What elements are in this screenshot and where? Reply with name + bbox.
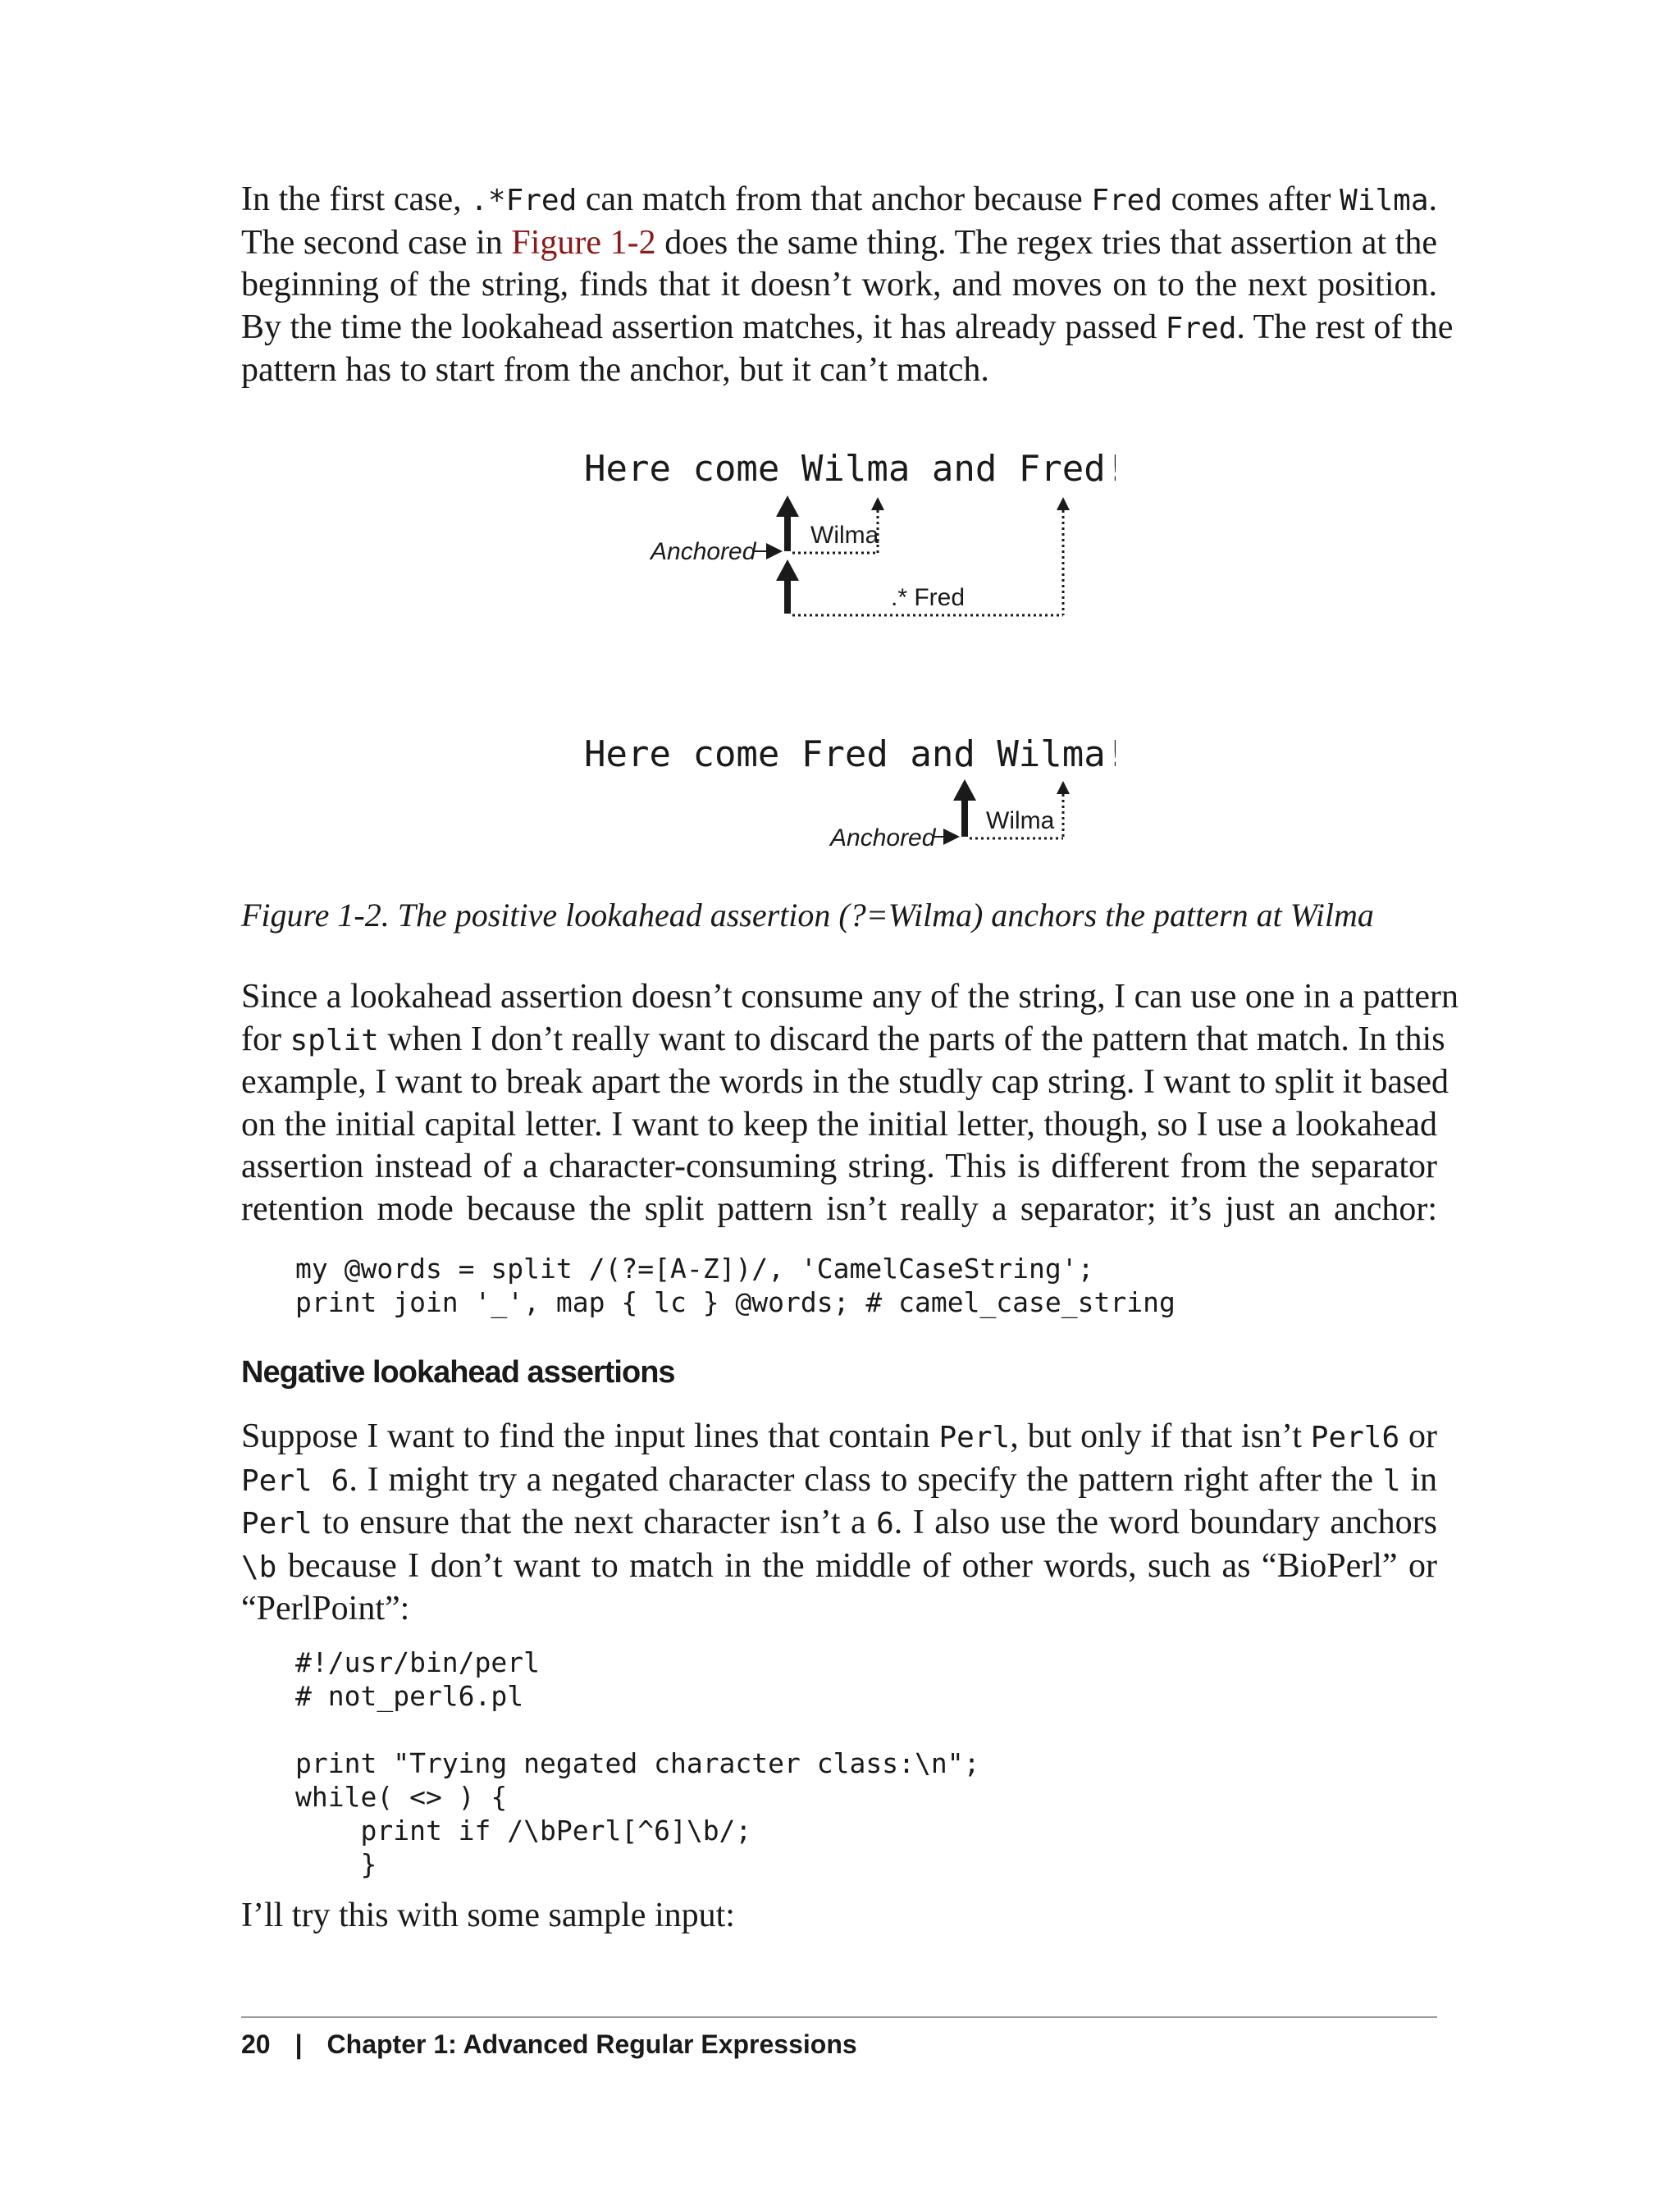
lookahead-figure: [574, 443, 1116, 861]
line: By the time the lookahead assertion matches, it has already passed Fred. The rest of the: [241, 308, 1454, 346]
code-block-split: my @words = split /(?=[A-Z])/, 'CamelCaseString'; print join '_', map { lc } @words; # camel_case_string: [295, 1253, 1176, 1318]
up-arrow-icon: [1057, 497, 1070, 615]
inline-code: Perl: [938, 1421, 1011, 1454]
example-string-1: Here come Wilma and Fred!: [584, 448, 1116, 490]
line: Suppose I want to find the input lines that contain Perl, but only if that isn’t Perl6 or: [241, 1418, 1437, 1455]
chapter-title: Chapter 1: Advanced Regular Expressions: [326, 2029, 857, 2059]
paragraph-2: [241, 976, 1459, 1230]
paragraph-4: [241, 1895, 1437, 1938]
line: assertion instead of a character-consuming string. This is different from the separator: [241, 1148, 1437, 1185]
line: I’ll try this with some sample input:: [241, 1897, 735, 1934]
line: beginning of the string, finds that it doesn’t work, and moves on to the next position.: [241, 266, 1437, 304]
anchor-arrow-icon: [776, 559, 799, 614]
inline-code: split: [290, 1023, 379, 1057]
inline-code: Perl: [241, 1507, 313, 1541]
inline-code: l: [1382, 1463, 1401, 1498]
inline-code: Wilma: [1340, 184, 1429, 217]
line: “PerlPoint”:: [241, 1590, 410, 1628]
anchored-label: Anchored: [651, 538, 756, 565]
line: In the first case, .*Fred can match from that anchor because Fred comes after Wilma.: [241, 180, 1437, 218]
anchor-arrow-icon: [776, 495, 799, 551]
line: Perl 6. I might try a negated character class to specify the pattern right after the l in: [241, 1460, 1437, 1499]
inline-code: Fred: [1165, 311, 1237, 345]
anchored-label: Anchored: [830, 824, 936, 851]
inline-code: Perl 6: [241, 1463, 349, 1498]
footer-separator: |: [294, 2029, 303, 2059]
figure-caption: Figure 1-2. The positive lookahead assertion (?=Wilma) anchors the pattern at Wilma: [241, 897, 1374, 934]
wilma-label: Wilma: [810, 522, 879, 549]
line: for split when I don’t really want to discard the parts of the pattern that match. In this: [241, 1020, 1445, 1058]
figure-reference-link[interactable]: Figure 1-2: [511, 223, 656, 262]
page-number: 20: [241, 2029, 271, 2059]
footer-divider: [241, 2016, 1437, 2018]
paragraph-1: [241, 179, 1454, 392]
fred-pattern-label: .* Fred: [891, 584, 966, 611]
wilma-label: Wilma: [986, 807, 1055, 834]
up-arrow-icon: [1057, 781, 1070, 838]
section-heading: Negative lookahead assertions: [241, 1355, 675, 1390]
inline-code: \b: [241, 1550, 277, 1584]
line: example, I want to break apart the words in the studly cap string. I want to split it based: [241, 1063, 1449, 1101]
line: on the initial capital letter. I want to keep the initial letter, though, so I use a lookahead: [241, 1105, 1437, 1144]
lookahead-diagram: [574, 443, 1116, 861]
example-string-2: Here come Fred and Wilma!: [584, 733, 1116, 775]
line: retention mode because the split pattern isn’t really a separator; it’s just an anchor:: [241, 1189, 1437, 1228]
code-block-not-perl6: #!/usr/bin/perl # not_perl6.pl print "Trying negated character class:\n"; while( <> ) { print if /\bPerl[^6]\b/; }: [295, 1646, 980, 1880]
line: \b because I don’t want to match in the middle of other words, such as “BioPerl” or: [241, 1546, 1437, 1585]
page-footer: [241, 2029, 857, 2060]
anchor-arrow-icon: [953, 779, 976, 837]
inline-code: .*Fred: [470, 184, 578, 217]
line: pattern has to start from the anchor, but it can’t match.: [241, 351, 989, 389]
line: Since a lookahead assertion doesn’t consume any of the string, I can use one in a pattern: [241, 978, 1459, 1016]
line: The second case in Figure 1-2 does the same thing. The regex tries that assertion at the: [241, 223, 1437, 262]
paragraph-3: [241, 1416, 1437, 1631]
line: Perl to ensure that the next character isn’t a 6. I also use the word boundary anchors: [241, 1504, 1437, 1541]
inline-code: Fred: [1091, 184, 1163, 217]
inline-code: Perl6: [1310, 1421, 1400, 1454]
inline-code: 6: [876, 1507, 894, 1541]
